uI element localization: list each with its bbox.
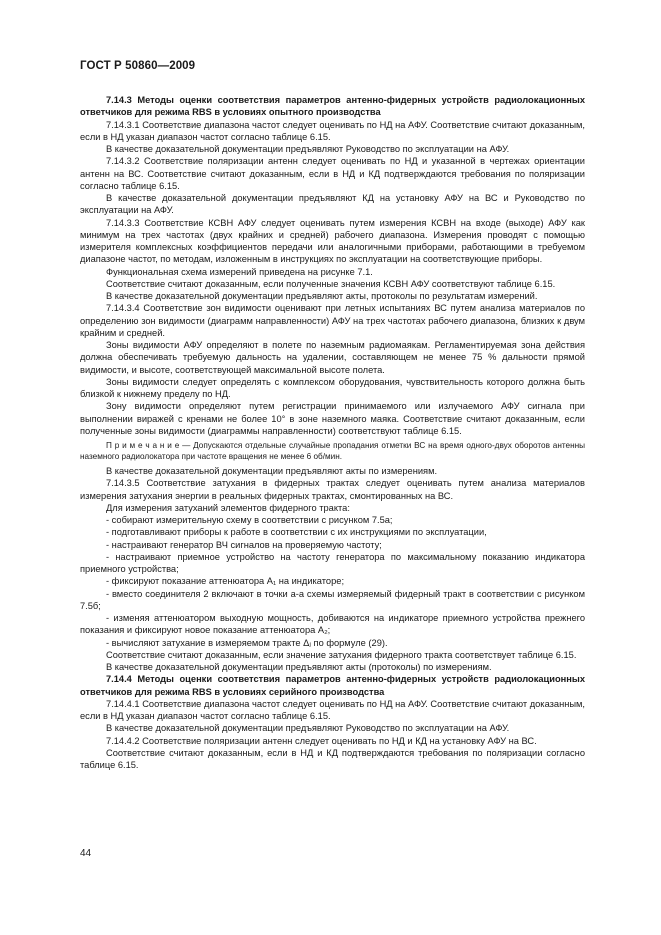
paragraph: Соответствие считают доказанным, если значение затухания фидерного тракта соответствует таблице 6.15. — [106, 649, 577, 660]
list-item: - собирают измерительную схему в соответствии с рисунком 7.5а; — [106, 515, 393, 525]
paragraph: 7.14.3.3 Соответствие КСВН АФУ следует оценивать путем измерения КСВН на входе (выходе) АФУ как минимум на трех частотах (двух крайних и средней) рабочего диапазона. Измерения проводят с помощью измерителя комплексных коэффициентов передачи или аналогичными приборами, работающими в требуемом диапазоне частот, по методам, изложенным в инструкциях по эксплуатации на соответствующие приборы. — [80, 217, 585, 265]
paragraph: Для измерения затуханий элементов фидерного тракта: — [106, 502, 350, 513]
section-heading: 7.14.4 Методы оценки соответствия параметров антенно-фидерных устройств радиолокационных ответчиков для режима RBS в условиях серийного производства — [80, 674, 585, 697]
paragraph: В качестве доказательной документации предъявляют Руководство по эксплуатации на АФУ. — [106, 723, 510, 734]
paragraph: В качестве доказательной документации предъявляют КД на установку АФУ на ВС и Руководство по эксплуатации на АФУ. — [80, 193, 585, 216]
section-heading: 7.14.3 Методы оценки соответствия параметров антенно-фидерных устройств радиолокационных ответчиков для режима RBS в условиях опытного производства — [80, 95, 585, 118]
document-header: ГОСТ Р 50860—2009 — [80, 60, 196, 72]
paragraph: 7.14.4.1 Соответствие диапазона частот следует оценивать по НД на АФУ. Соответствие считают доказанным, если в НД указан диапазон частот согласно таблице 6.15. — [80, 698, 585, 721]
page-number: 44 — [80, 848, 92, 859]
paragraph: Зону видимости определяют путем регистрации принимаемого или излучаемого АФУ сигнала при выполнении виражей с кренами не более 10° в зоне наземного маяка. Соответствие считают доказанным, если полученные зоны видимости (диаграммы направленности) соответствуют таблице 6.15. — [80, 401, 585, 436]
paragraph: В качестве доказательной документации предъявляют акты по измерениям. — [106, 466, 438, 476]
list-item: - подготавливают приборы к работе в соответствии с их инструкциями по эксплуатации, — [106, 527, 487, 538]
list-item: - изменяя аттенюатором выходную мощность, добиваются на индикаторе приемного устройства прежнего показания и фиксируют новое показание аттенюатора A₂; — [80, 613, 585, 636]
list-item: - вместо соединителя 2 включают в точки а-а схемы измеряемый фидерный тракт в соответствии с рисунком 7.5б; — [80, 588, 585, 611]
list-item: - настраивают генератор ВЧ сигналов на проверяемую частоту; — [106, 539, 382, 550]
paragraph: Соответствие считают доказанным, если полученные значения КСВН АФУ соответствуют таблице 6.15. — [106, 278, 556, 289]
document-body — [80, 94, 585, 771]
paragraph: Зоны видимости следует определять с комплексом оборудования, чувствительность которого должна быть близкой к нижнему пределу по НД. — [80, 376, 585, 399]
note-paragraph: П р и м е ч а н и е — Допускаются отдельные случайные пропадания отметки ВС на время одного-двух оборотов антенны наземного радиолокатора при частоте вращения не менее 6 об/мин. — [80, 441, 585, 461]
paragraph: 7.14.4.2 Соответствие поляризации антенн следует оценивать по НД и КД на установку АФУ на ВС. — [106, 735, 537, 746]
paragraph: 7.14.3.4 Соответствие зон видимости оценивают при летных испытаниях ВС путем анализа материалов по определению зон видимости (диаграмм направленности) АФУ на трех частотах рабочего диапазона, близких к двум крайним и средней. — [80, 303, 585, 338]
list-item: - настраивают приемное устройство на частоту генератора по максимальному показанию индикатора приемного устройства; — [80, 551, 585, 574]
paragraph: В качестве доказательной документации предъявляют Руководство по эксплуатации на АФУ. — [106, 144, 510, 154]
paragraph: В качестве доказательной документации предъявляют акты, протоколы по результатам измерений. — [106, 291, 538, 301]
list-item: - фиксируют показание аттенюатора A₁ на индикаторе; — [106, 576, 345, 587]
list-item: - вычисляют затухание в измеряемом тракте Δⱼ по формуле (29). — [106, 637, 388, 648]
paragraph: 7.14.3.5 Соответствие затухания в фидерных трактах следует оценивать путем анализа материалов измерения затухания энергии в реальных фидерных трактах, смонтированных на ВС. — [80, 478, 585, 501]
paragraph: 7.14.3.1 Соответствие диапазона частот следует оценивать по НД на АФУ. Соответствие считают доказанным, если в НД указан диапазон частот согласно таблице 6.15. — [80, 119, 585, 142]
paragraph: В качестве доказательной документации предъявляют акты (протоколы) по измерениям. — [106, 662, 492, 672]
paragraph: Соответствие считают доказанным, если в НД и КД подтверждаются требования по поляризации согласно таблице 6.15. — [80, 747, 585, 770]
paragraph: 7.14.3.2 Соответствие поляризации антенн следует оценивать по НД и указанной в чертежах ориентации антенн на ВС. Соответствие считают доказанным, если в НД и КД подтверждаются требования по поляризации согласно таблице 6.15. — [80, 156, 585, 191]
paragraph: Функциональная схема измерений приведена на рисунке 7.1. — [106, 266, 373, 277]
paragraph: Зоны видимости АФУ определяют в полете по наземным радиомаякам. Регламентируемая зона действия должна обеспечивать требуемую дальность на удалении, составляющем не менее 75 % дальности прямой видимости, и высоте, соответствующей максимальной высоте полета. — [80, 340, 585, 375]
